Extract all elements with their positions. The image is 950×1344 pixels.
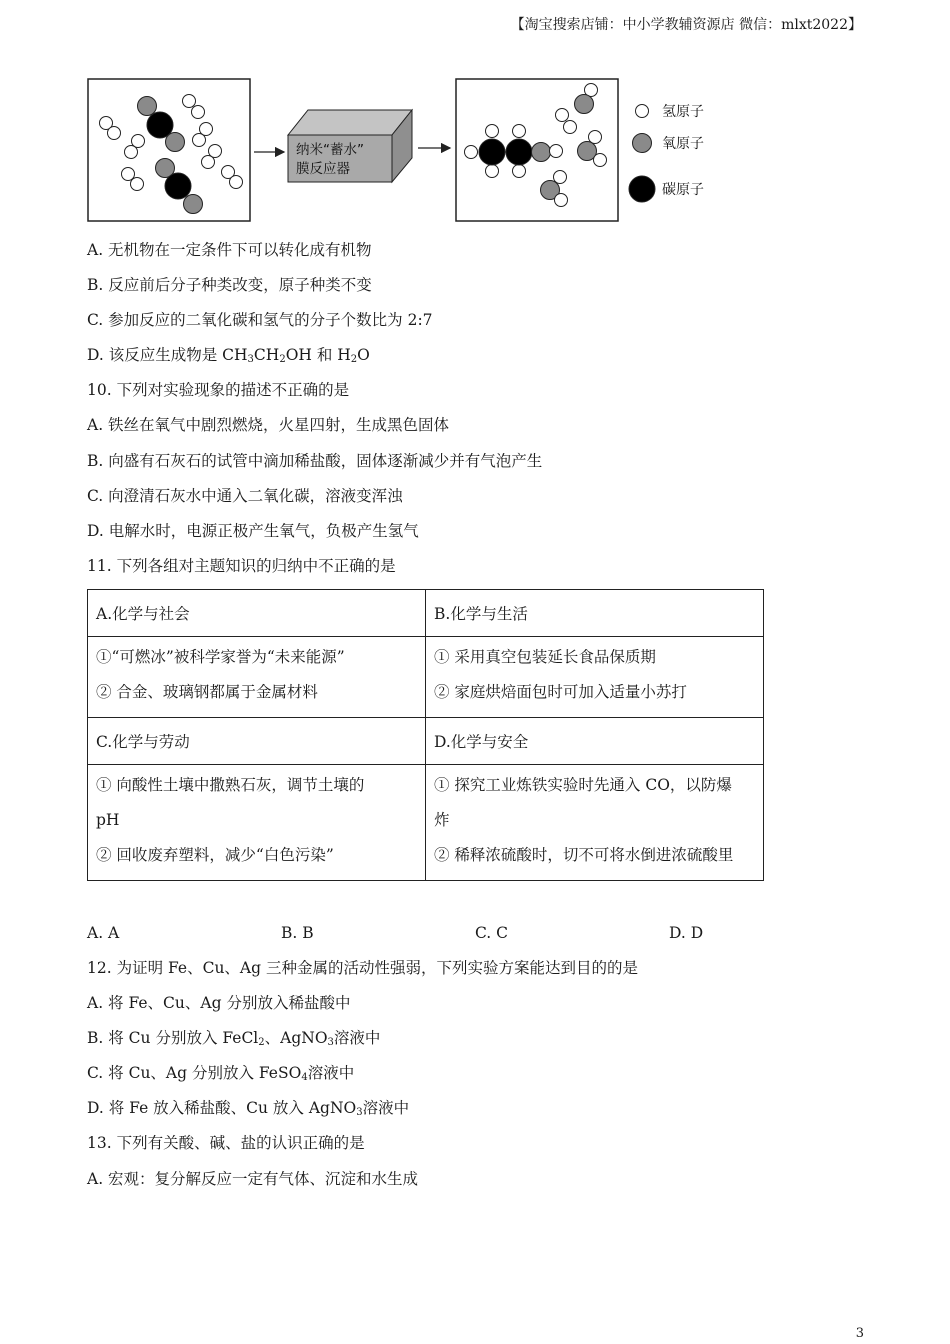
q10-option-d: D. 电解水时，电源正极产生氧气，负极产生氢气 [87, 522, 419, 540]
page-number: 3 [855, 1326, 864, 1341]
q9-option-d: D. 该反应生成物是 $CH_3CH_2OH$ 和 $H_2O$ [87, 346, 370, 365]
legend-carbon-icon [629, 176, 655, 202]
q10-option-b: B. 向盛有石灰石的试管中滴加稀盐酸，固体逐渐减少并有气泡产生 [87, 452, 543, 470]
q11-choice-d: D. D [669, 924, 704, 942]
legend-oxygen-label: 氧原子 [662, 136, 704, 152]
q9-option-b: B. 反应前后分子种类改变，原子种类不变 [87, 276, 372, 294]
table-cell-b-title: B.化学与生活 [426, 590, 764, 637]
table-cell-d-body: ① 探究工业炼铁实验时先通入 CO，以防爆 炸 ② 稀释浓硫酸时，切不可将水倒进浓硫酸里 [426, 765, 764, 881]
table-cell-d-title: D.化学与安全 [426, 718, 764, 765]
q12-stem: 12. 为证明 Fe、Cu、Ag 三种金属的活动性强弱，下列实验方案能达到目的的是 [87, 959, 638, 977]
q10-option-c: C. 向澄清石灰水中通入二氧化碳，溶液变浑浊 [87, 487, 403, 505]
table-cell-b-body: ① 采用真空包装延长食品保质期 ② 家庭烘焙面包时可加入适量小苏打 [426, 637, 764, 718]
legend-carbon-label: 碳原子 [662, 182, 704, 198]
q10-option-a: A. 铁丝在氧气中剧烈燃烧，火星四射，生成黑色固体 [87, 416, 450, 434]
q13-stem: 13. 下列有关酸、碱、盐的认识正确的是 [87, 1134, 365, 1152]
table-cell-a-title: A.化学与社会 [88, 590, 426, 637]
reactor-block [288, 110, 412, 182]
reactor-label-1: 纳米“蓄水” [296, 142, 364, 158]
q12-option-b: B. 将 Cu 分别放入 FeCl$_2$、AgNO$_3$溶液中 [87, 1029, 381, 1048]
table-cell-a-body: ①“可燃冰”被科学家誉为“未来能源” ② 合金、玻璃钢都属于金属材料 [88, 637, 426, 718]
page-header: 【淘宝搜索店铺：中小学教辅资源店 微信：mlxt2022】 [510, 17, 862, 33]
legend-hydrogen-label: 氢原子 [662, 104, 704, 120]
legend-hydrogen-icon [636, 105, 649, 118]
q12-option-c: C. 将 Cu、Ag 分别放入 FeSO$_4$溶液中 [87, 1064, 355, 1083]
q11-stem: 11. 下列各组对主题知识的归纳中不正确的是 [87, 557, 396, 575]
q9-option-c: C. 参加反应的二氧化碳和氢气的分子个数比为 2:7 [87, 311, 433, 329]
table-cell-c-title: C.化学与劳动 [88, 718, 426, 765]
q12-option-a: A. 将 Fe、Cu、Ag 分别放入稀盐酸中 [87, 994, 351, 1012]
q11-choice-b: B. B [281, 924, 314, 942]
q9-option-a: A. 无机物在一定条件下可以转化成有机物 [87, 241, 372, 259]
reactor-label-2: 膜反应器 [296, 161, 350, 177]
q11-choice-a: A. A [87, 924, 120, 942]
table-cell-c-body: ① 向酸性土壤中撒熟石灰，调节土壤的 pH ② 回收废弃塑料，减少“白色污染” [88, 765, 426, 881]
reaction-diagram [86, 76, 726, 226]
q11-choice-c: C. C [475, 924, 509, 942]
q12-option-d: D. 将 Fe 放入稀盐酸、Cu 放入 AgNO$_3$溶液中 [87, 1099, 410, 1118]
legend-oxygen-icon [633, 134, 652, 153]
legend [629, 104, 704, 202]
q10-stem: 10. 下列对实验现象的描述不正确的是 [87, 381, 350, 399]
q13-option-a: A. 宏观：复分解反应一定有气体、沉淀和水生成 [87, 1170, 419, 1188]
q11-table [87, 589, 764, 881]
